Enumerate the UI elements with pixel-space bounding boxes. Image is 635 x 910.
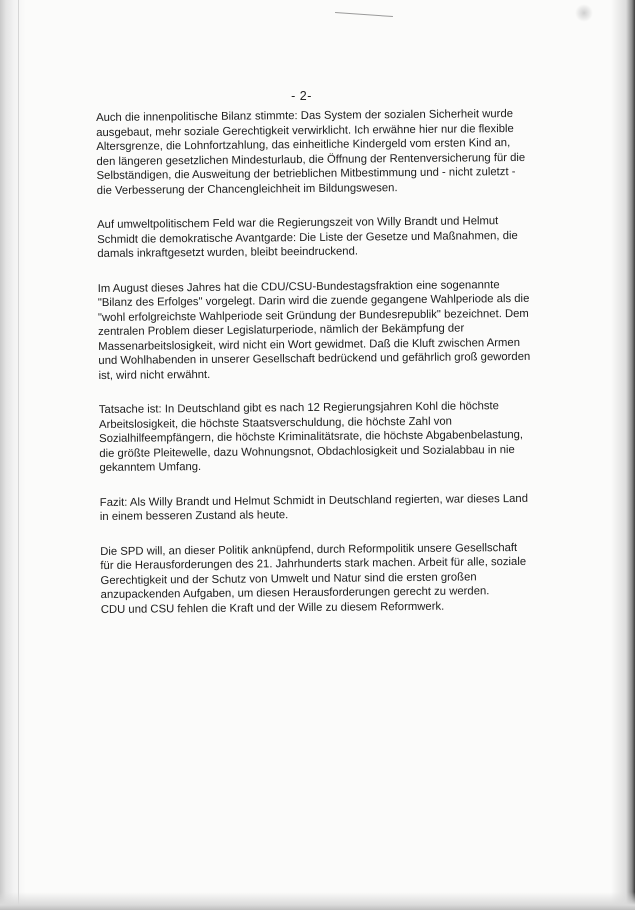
paragraph-environment: Auf umweltpolitischem Feld war die Regierungszeit von Willy Brandt und Helmut Schmidt die demokratische Avantgarde: Die Liste der Gesetze und Maßnahmen, die damals inkraftgesetzt wurden, bleibt beeindruckend. xyxy=(97,215,518,260)
scan-smudge xyxy=(575,4,593,22)
paragraph-social-policy: Auch die innenpolitische Bilanz stimmte: Das System der sozialen Sicherheit wurde ausgebaut, mehr soziale Gerechtigkeit verwirklicht. Ich erwähne hier nur die flexible Altersgrenze, die Lohnfortzahlung, das einheitliche Kindergeld vom ersten Kind an, den längeren gesetzlichen Mindesturlaub, die Öffnung der Rentenversicherung für die Selbständigen, die Ausweitung der betrieblichen Mitbestimmung und - nicht zuletzt - die Verbesserung der Chancengleichheit im Bildungswesen. xyxy=(96,107,526,197)
body-text xyxy=(96,107,533,617)
scan-edge-left xyxy=(0,0,26,910)
scan-edge-right xyxy=(611,0,635,910)
scan-fold-line xyxy=(18,0,19,910)
paragraph-facts: Tatsache ist: In Deutschland gibt es nach 12 Regierungsjahren Kohl die höchste Arbeitslosigkeit, die höchste Staatsverschuldung, die höchste Zahl von Sozialhilfeempfängern, die höchste Kriminalitätsrate, die höchste Abgabenbelastung, die größte Pleitewelle, dazu Wohnungsnot, Obdachlosigkeit und Sozialabbau in nie gekanntem Umfang. xyxy=(98,400,524,474)
paragraph-closing: CDU und CSU fehlen die Kraft und der Wille zu diesem Reformwerk. xyxy=(100,600,445,616)
page-number: - 2- xyxy=(291,89,312,103)
paragraph-cdu-balance: Im August dieses Jahres hat die CDU/CSU-Bundestagsfraktion eine sogenannte "Bilanz des Erfolges" vorgelegt. Darin wird die zuende gegangene Wahlperiode als die "wohl erfolgreichste Wahlperiode seit Gründung der Bundesrepublik" bezeichnet. Dem zentralen Problem dieser Legislaturperiode, nämlich der Bekämpfung der Massenarbeitslosigkeit, wird nicht ein Wort gewidmet. Daß die Kluft zwischen Armen und Wohlhabenden in unserer Gesellschaft bedrückend und gefährlich groß geworden ist, wird nicht erwähnt. xyxy=(97,278,531,382)
scan-edge-bottom xyxy=(0,892,635,910)
paragraph-conclusion: Fazit: Als Willy Brandt und Helmut Schmidt in Deutschland regierten, war dieses Land in einem besseren Zustand als heute. xyxy=(99,492,529,523)
scan-mark xyxy=(335,12,393,17)
paragraph-spd-reform: Die SPD will, an dieser Politik anknüpfend, durch Reformpolitik unsere Gesellschaft für die Herausforderungen des 21. Jahrhunderts stark machen. Arbeit für alle, soziale Gerechtigkeit und der Schutz von Umwelt und Natur sind die ersten großen anzupackenden Aufgaben, um diesen Herausforderungen gerecht zu werden. xyxy=(100,541,527,601)
